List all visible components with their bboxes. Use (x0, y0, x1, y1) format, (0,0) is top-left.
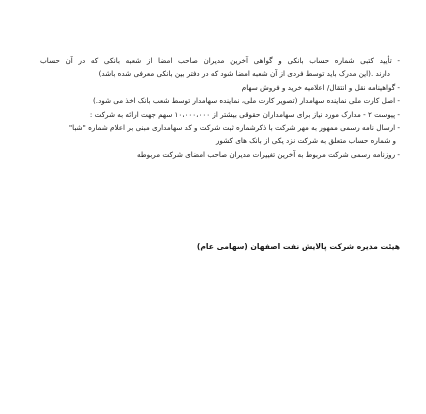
requirement-line-transfer-certificate: - گواهینامه نقل و انتقال/ اعلامیه خرید و فروش سهام (241, 82, 400, 92)
requirement-line-bank-certificate-note: دارند .(این مدرک باید توسط فردی از آن شعبه امضا شود که در دفتر بین بانکی معرفی شده باشد) (98, 69, 390, 79)
board-signature: هیئت مدیره شرکت پالایش نفت اصفهان (سهامی عام) (196, 242, 400, 251)
document-body (40, 54, 400, 161)
requirement-line-official-letter: - ارسال نامه رسمی ممهور به مهر شرکت با ذکرشماره ثبت شرکت و کد سهامداری مبنی بر اعلام شماره "شبا" (68, 123, 400, 133)
appendix-2-heading: - پیوست ۲ - مدارک مورد نیاز برای سهامداران حقوقی بیشتر از ۱۰،۰۰۰،۰۰۰ سهم جهت ارائه به شرکت : (89, 109, 400, 119)
requirement-line-official-gazette: - روزنامه رسمی شرکت مربوط به آخرین تغییرات مدیران صاحب امضای شرکت مربوطه (137, 149, 400, 159)
requirement-line-official-letter-cont: و شماره حساب متعلق به شرکت نزد یکی از بانک های کشور (215, 136, 396, 146)
requirement-line-bank-certificate: - تأیید کتبی شماره حساب بانکی و گواهی آخرین مدیران صاحب امضا از شعبه بانکی که در آن حساب (40, 56, 400, 65)
requirement-line-national-card: - اصل کارت ملی نماینده سهامدار (تصویر کارت ملی، نماینده سهامدار توسط شعب بانک اخذ می شود.) (92, 96, 400, 106)
